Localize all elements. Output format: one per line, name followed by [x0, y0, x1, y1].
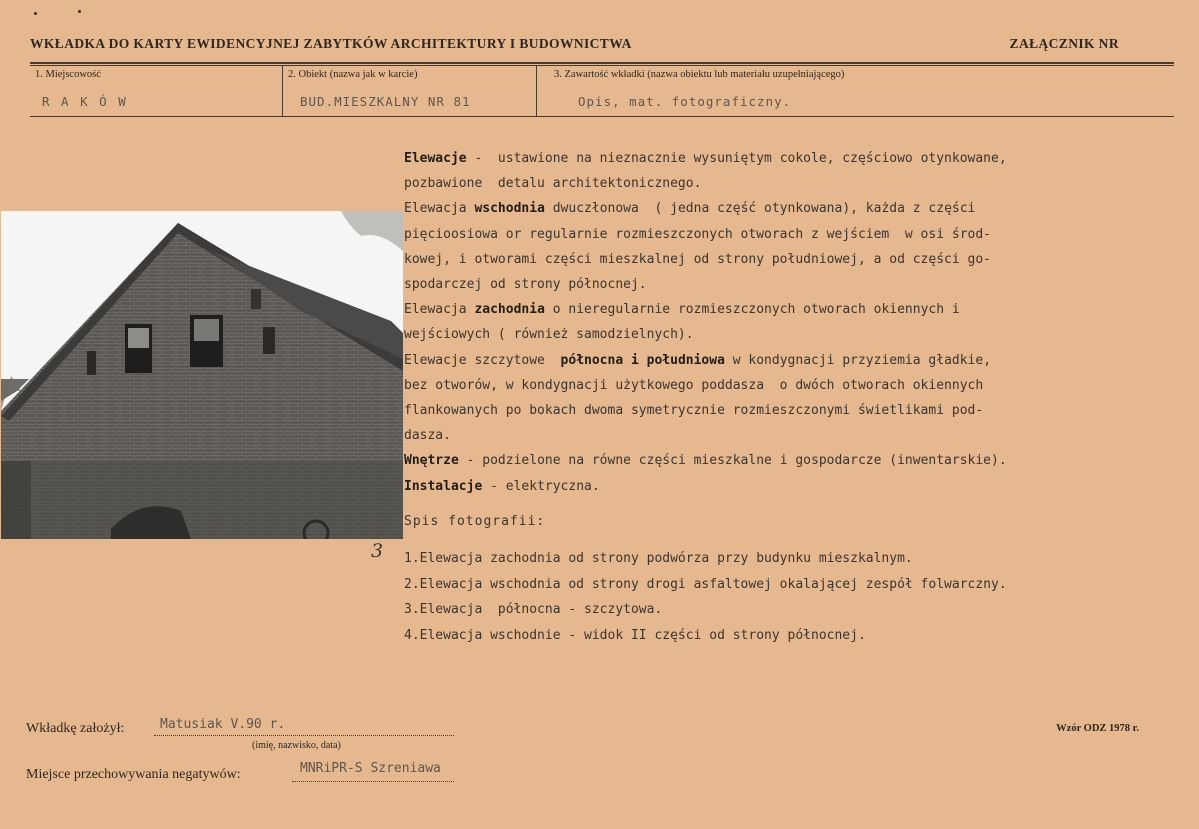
desc-line-6: spodarczej od strony północnej.	[404, 277, 647, 293]
list-item: 1.Elewacja zachodnia od strony podwórza przy budynku mieszkalnym.	[404, 551, 913, 566]
author-value: Matusiak V.90 r.	[160, 717, 286, 732]
keyword-wnetrze: Wnętrze	[404, 453, 459, 469]
form-code: Wzór ODZ 1978 r.	[1056, 723, 1139, 734]
desc-line-12: dasza.	[404, 428, 451, 444]
form-header	[30, 36, 1119, 54]
contents-value: Opis, mat. fotograficzny.	[578, 94, 792, 109]
desc-line-1: - ustawione na nieznacznie wysuniętym cokole, częściowo otynkowane,	[466, 151, 1007, 166]
keyword-polnocna-poludniowa: północna i południowa	[560, 352, 725, 368]
desc-line-11: flankowanych po bokach dwoma symetrycznie rozmieszczonymi świetlikami pod-	[404, 403, 984, 419]
field-divider-1	[282, 65, 283, 116]
keyword-wschodnia: wschodnia	[474, 201, 545, 217]
locality-label: 1. Miejscowość	[35, 69, 101, 80]
author-hint: (imię, nazwisko, data)	[252, 740, 341, 751]
desc-line-3a: Elewacja	[404, 201, 475, 217]
description-text	[404, 146, 1194, 499]
punch-marks	[34, 12, 94, 18]
handwritten-number: 3	[371, 540, 384, 562]
desc-line-3c: dwuczłonowa ( jedna część otynkowana), każda z części	[544, 201, 976, 217]
desc-line-9c: w kondygnacji przyziemia gładkie,	[724, 352, 992, 368]
locality-value: R A K Ó W	[42, 94, 128, 109]
desc-line-2: pozbawione detalu architektonicznego.	[404, 176, 702, 192]
fields-rule	[30, 116, 1174, 117]
keyword-zachodnia: zachodnia	[474, 302, 545, 318]
desc-line-14b: - elektryczna.	[482, 478, 600, 494]
desc-line-7c: o nieregularnie rozmieszczonych otworach okiennych i	[544, 302, 960, 318]
desc-line-13b: - podzielone na równe części mieszkalne i gospodarcze (inwentarskie).	[458, 453, 1007, 469]
list-item: 4.Elewacja wschodnie - widok II części od strony północnej.	[404, 627, 866, 643]
keyword-instalacje: Instalacje	[404, 478, 483, 494]
author-label: Wkładkę założył:	[26, 721, 125, 736]
list-item: 2.Elewacja wschodnia od strony drogi asfaltowej okalającej zespół folwarczny.	[404, 576, 1007, 592]
desc-line-9a: Elewacje szczytowe	[404, 352, 561, 368]
form-title: WKŁADKA DO KARTY EWIDENCYJNEJ ZABYTKÓW ARCHITEKTURY I BUDOWNICTWA	[30, 36, 632, 51]
keyword-elewacje: Elewacje	[404, 151, 467, 166]
desc-line-10: bez otworów, w kondygnacji użytkowego poddasza o dwóch otworach okiennych	[404, 377, 984, 393]
header-rule-thin	[30, 65, 1174, 66]
negatives-label: Miejsce przechowywania negatywów:	[26, 767, 241, 782]
object-label: 2. Obiekt (nazwa jak w karcie)	[288, 69, 418, 80]
negatives-dotted-line	[292, 781, 454, 782]
desc-line-4: pięcioosiowa or regularnie rozmieszczonych otworach z wejściem w osi środ-	[404, 226, 991, 242]
photo-list	[404, 546, 1007, 648]
field-divider-2	[536, 65, 537, 116]
desc-line-8: wejściowych ( również samodzielnych).	[404, 327, 694, 343]
building-photo	[1, 211, 403, 539]
object-value: BUD.MIESZKALNY NR 81	[300, 94, 471, 109]
annex-label: ZAŁĄCZNIK NR	[1009, 36, 1119, 51]
author-dotted-line	[154, 735, 454, 736]
negatives-value: MNRiPR-S Szreniawa	[300, 761, 441, 776]
contents-label: 3. Zawartość wkładki (nazwa obiektu lub materiału uzupełniającego)	[554, 69, 845, 80]
desc-line-5: kowej, i otworami części mieszkalnej od strony południowej, a od części go-	[404, 251, 991, 267]
header-rule	[30, 62, 1174, 64]
photo-list-heading: Spis fotografii:	[404, 514, 546, 529]
list-item: 3.Elewacja północna - szczytowa.	[404, 602, 663, 617]
desc-line-7a: Elewacja	[404, 302, 475, 318]
gable-building-image	[1, 211, 403, 539]
